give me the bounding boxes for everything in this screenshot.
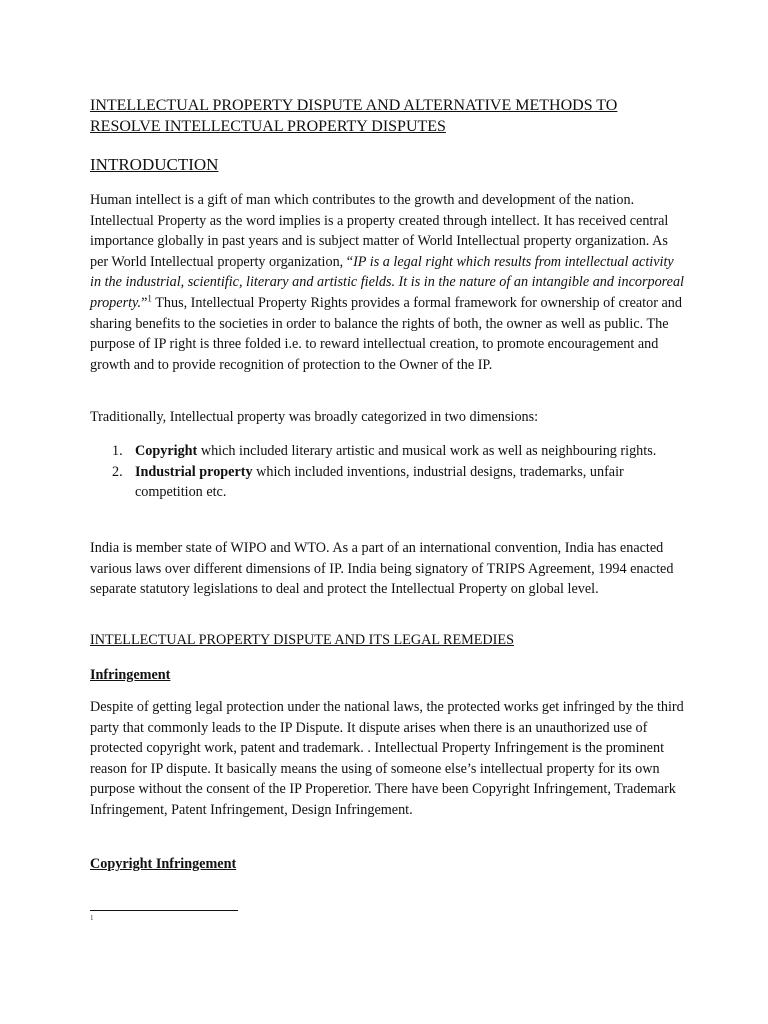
intro-text-part1: Human intellect is a gift of man which contributes to the growth and development of the nation. Intellectual Property as the word implies is a property created through intellect. It has received central importance globally in past years and is subject matter of World Intellectual property organization. As per World Intellectual property organization, “ — [90, 192, 669, 270]
list-item — [90, 462, 685, 503]
introduction-paragraph — [90, 190, 685, 375]
document-title: INTELLECTUAL PROPERTY DISPUTE AND ALTERNATIVE METHODS TO RESOLVE INTELLECTUAL PROPERTY DISPUTES — [90, 97, 618, 135]
india-paragraph: India is member state of WIPO and WTO. As a part of an international convention, India has enacted various laws over different dimensions of IP. India being signatory of TRIPS Agreement, 1994 enacted separate statutory legislations to deal and protect the Intellectual Property on global level. — [90, 540, 674, 598]
intro-text-part2: Thus, Intellectual Property Rights provides a formal framework for ownership of creator and sharing benefits to the societies in order to balance the rights of both, the owner as well as public. The purpose of IP right is three folded i.e. to reward intellectual creation, to promote encouragement and growth and to provide recognition of protection to the Owner of the IP. — [90, 294, 682, 373]
introduction-heading: INTRODUCTION — [90, 155, 219, 174]
footnote-number: 1 — [90, 914, 94, 922]
wipo-quote: IP is a legal right which results from intellectual activity in the industrial, scientific, literary and artistic fields. It is in the nature of an intangible and incorporeal property. — [90, 253, 684, 311]
quote-close: ” — [141, 294, 148, 311]
traditional-categories-paragraph: Traditionally, Intellectual property was broadly categorized in two dimensions: — [90, 409, 539, 425]
infringement-heading: Infringement — [90, 667, 171, 683]
infringement-paragraph: Despite of getting legal protection under the national laws, the protected works get infringed by the third party that commonly leads to the IP Dispute. It dispute arises when there is an unauthorized use of protected copyright work, patent and trademark. . Intellectual Property Infringement is the prominent reason for IP dispute. It basically means the using of someone else’s intellectual property for its own purpose without the consent of the IP Properetior. There have been Copyright Infringement, Trademark Infringement, Patent Infringement, Design Infringement. — [90, 699, 684, 818]
footnote-reference[interactable]: 1 — [147, 293, 152, 304]
list-item-term: Industrial property — [135, 463, 253, 480]
list-item-term: Copyright — [135, 443, 198, 459]
copyright-infringement-heading: Copyright Infringement — [90, 856, 237, 872]
section-heading-disputes: INTELLECTUAL PROPERTY DISPUTE AND ITS LEGAL REMEDIES — [90, 632, 514, 648]
footnote-divider — [90, 910, 238, 911]
list-item-number: 1. — [112, 443, 123, 459]
list-item-text: which included inventions, industrial designs, trademarks, unfair competition etc. — [135, 463, 624, 501]
list-item-number: 2. — [112, 463, 123, 480]
ip-categories-list — [90, 441, 685, 503]
list-item-text: which included literary artistic and musical work as well as neighbouring rights. — [197, 443, 657, 459]
list-item — [90, 441, 685, 462]
